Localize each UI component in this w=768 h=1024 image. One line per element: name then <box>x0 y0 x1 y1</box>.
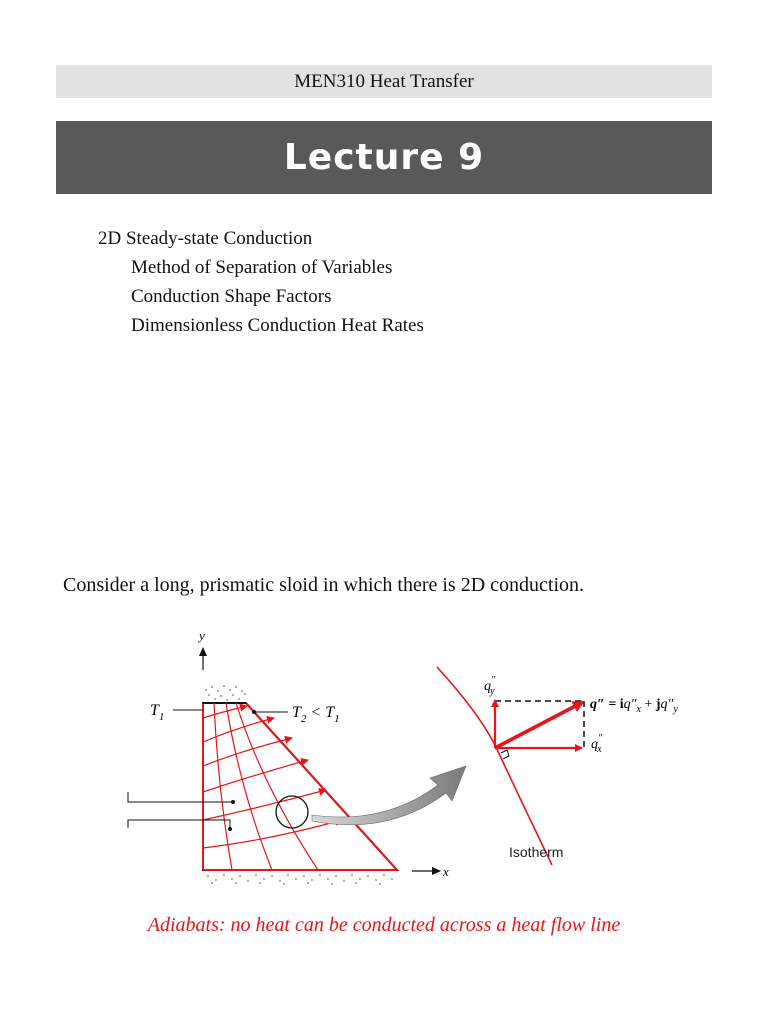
t2-label: $T_2 < T_1$ <box>292 704 340 725</box>
qx-label: q″ x <box>591 733 603 755</box>
leader-dot-1 <box>231 800 235 804</box>
topic-item: Method of Separation of Variables <box>131 257 393 278</box>
isotherm-t2 <box>246 703 397 870</box>
caption: Adiabats: no heat can be conducted across a heat flow line <box>147 914 621 936</box>
x-axis-label: x <box>443 864 449 879</box>
q-resultant-vector <box>495 702 583 748</box>
topic-main: 2D Steady-state Conduction <box>98 228 313 249</box>
flux-equation: $q'' = iq''_x + jq''_y$ <box>590 697 678 715</box>
course-title: MEN310 Heat Transfer <box>294 71 474 92</box>
intro-text: Consider a long, prismatic sloid in which there is 2D conduction. <box>63 574 585 596</box>
right-angle-marker <box>501 750 509 759</box>
leader-mark-1 <box>128 792 233 802</box>
leader-mark-2 <box>128 820 230 829</box>
bottom-insulation <box>207 874 393 885</box>
leader-dot-2 <box>228 827 232 831</box>
zoom-arrow <box>312 766 466 825</box>
magnify-circle <box>276 796 308 828</box>
heat-flow-lines <box>203 706 342 848</box>
t2-dot <box>252 710 256 714</box>
isotherm-label: Isotherm <box>509 844 564 860</box>
y-axis-label: y <box>199 628 205 643</box>
t1-label: $T_1$ <box>150 702 165 723</box>
top-insulation <box>205 685 246 701</box>
lecture-title: Lecture 9 <box>283 137 485 178</box>
qy-label: q″ y <box>484 675 496 697</box>
topic-item: Dimensionless Conduction Heat Rates <box>131 315 424 336</box>
topic-item: Conduction Shape Factors <box>131 286 332 307</box>
solid-outline <box>203 703 397 870</box>
